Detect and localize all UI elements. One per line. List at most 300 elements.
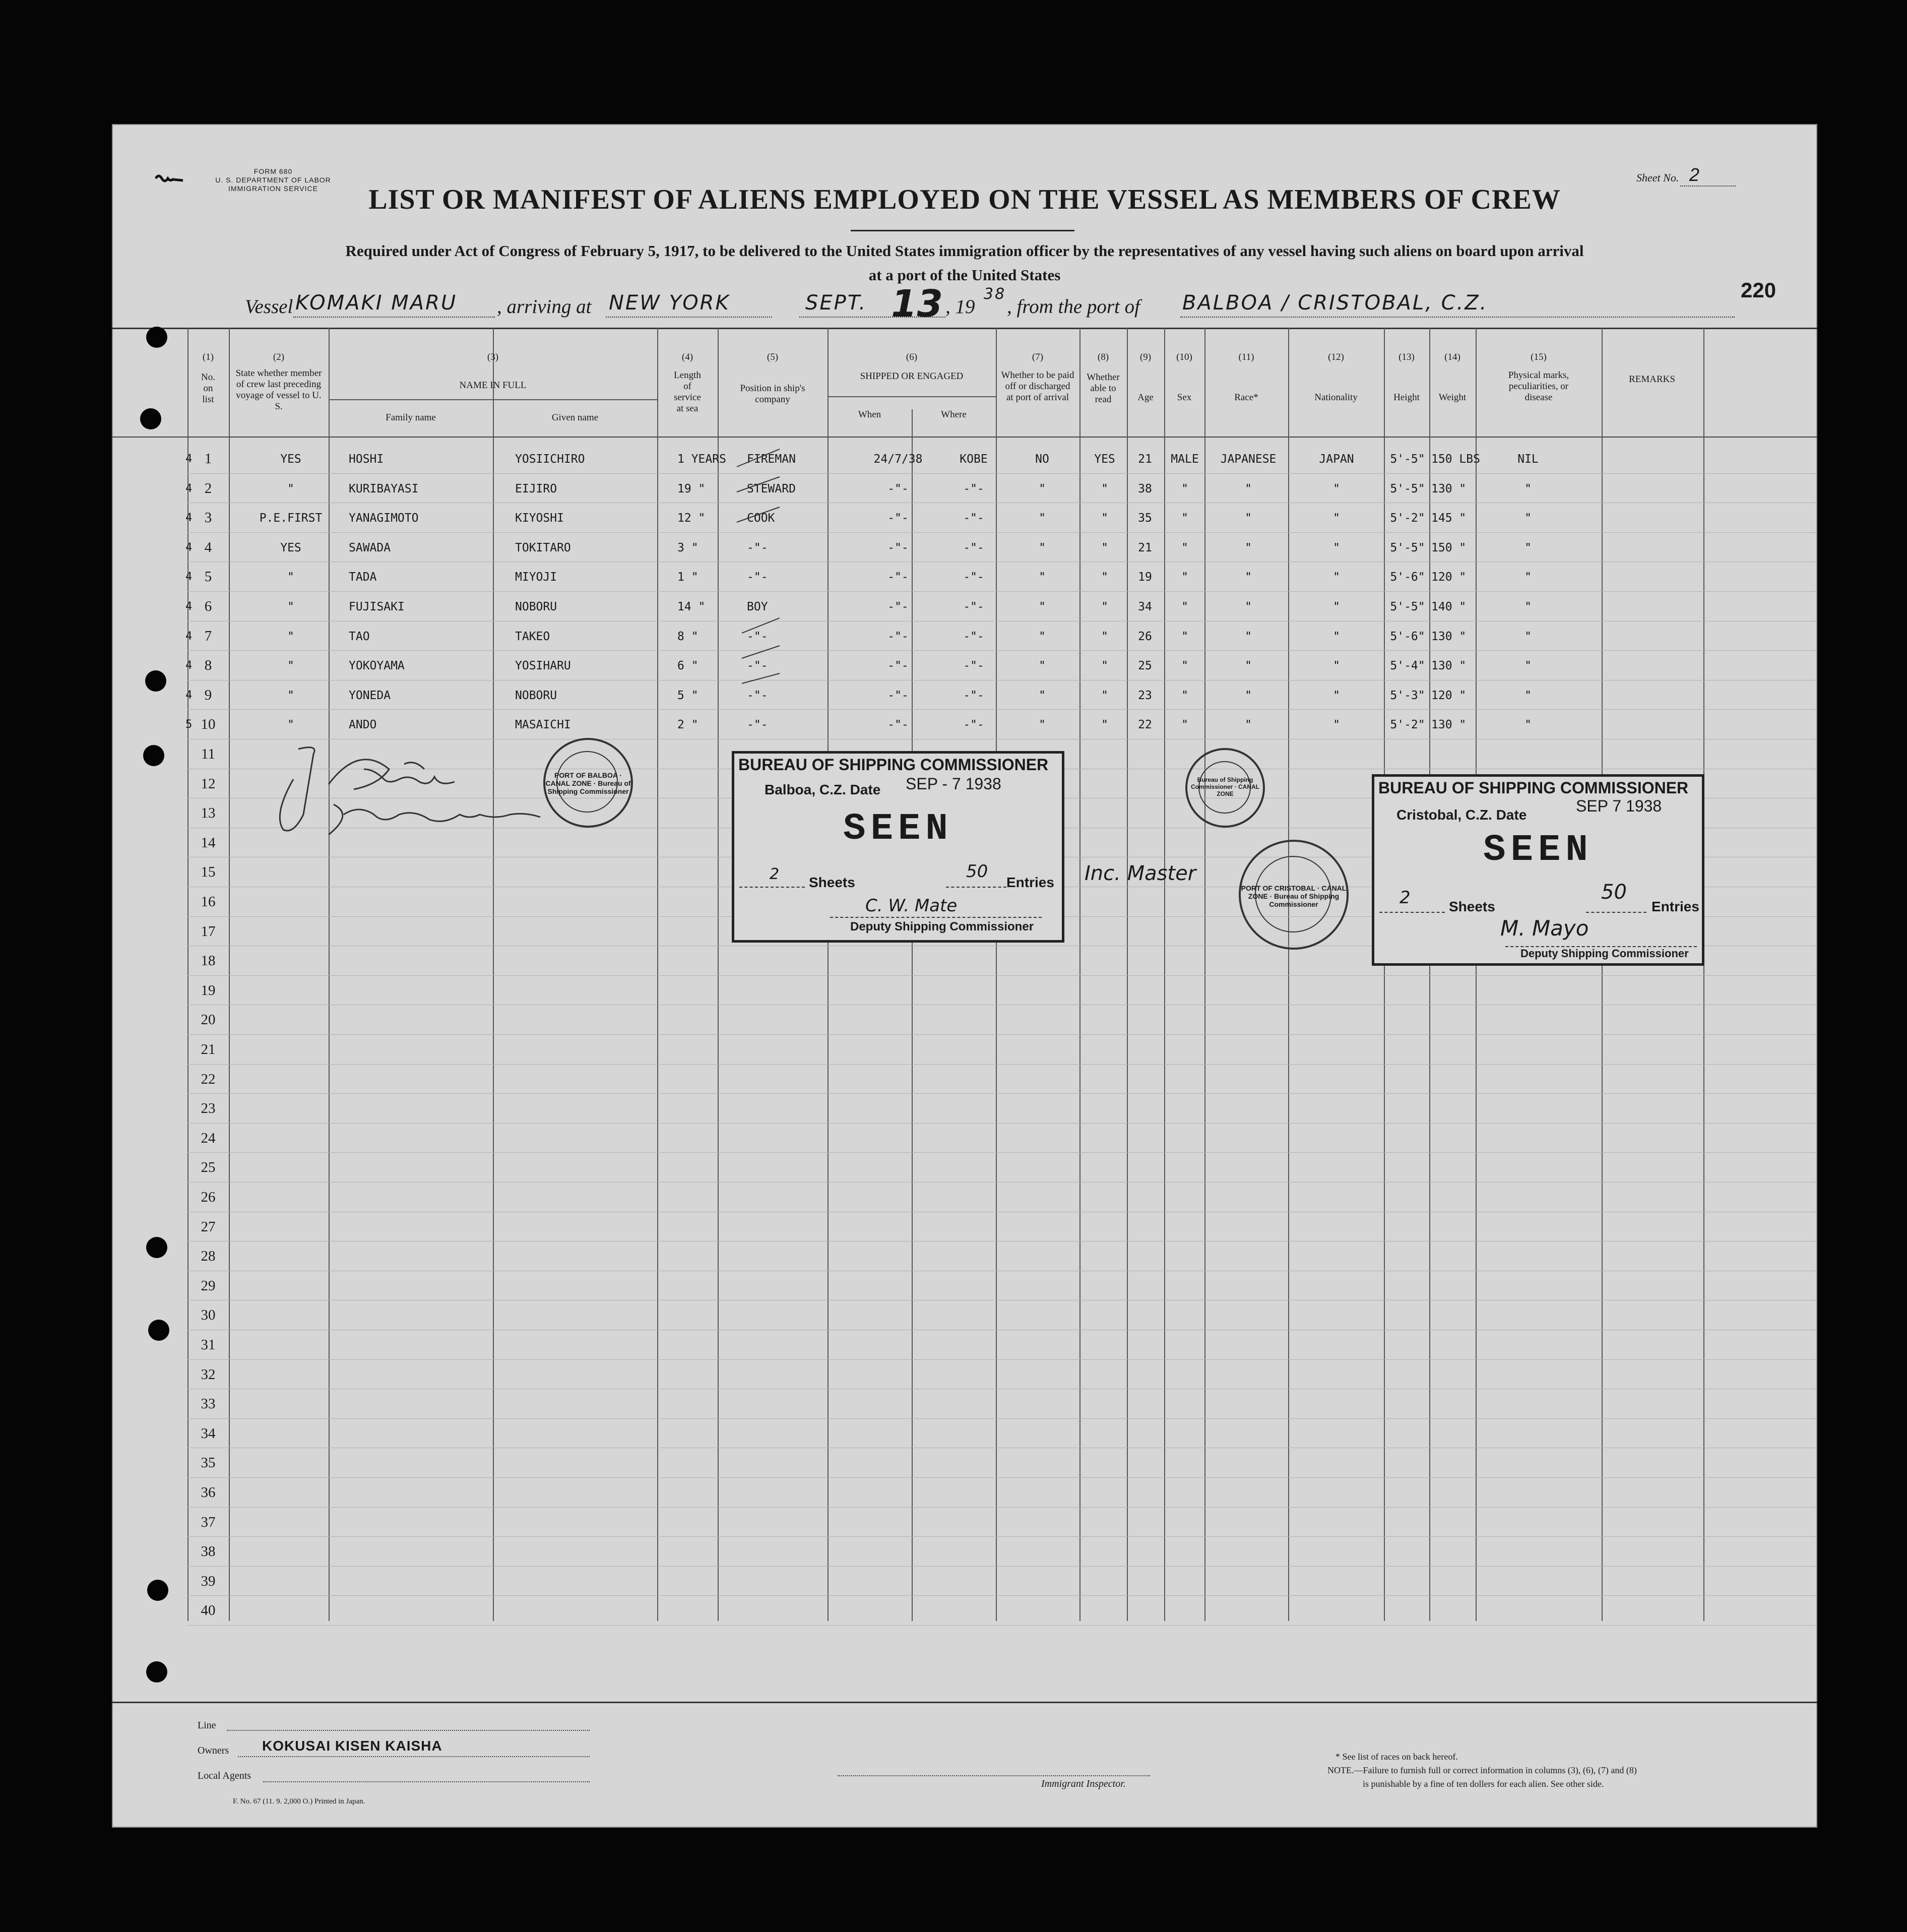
- row-rule: [187, 1064, 1817, 1065]
- crew-service: 3 ": [677, 541, 698, 554]
- crew-given: YOSIICHIRO: [515, 453, 585, 466]
- row-rule: [187, 975, 1817, 976]
- crew-marks: ": [1524, 659, 1532, 673]
- crew-where: -"-: [963, 571, 984, 584]
- crew-read: ": [1101, 512, 1108, 525]
- row-number: 2: [204, 480, 212, 496]
- year-prefix: , 19: [945, 296, 975, 318]
- row-rule: [187, 1566, 1817, 1567]
- crew-family: FUJISAKI: [349, 600, 405, 613]
- crew-height: 5'-6": [1390, 571, 1425, 584]
- inc-master-note: Inc. Master: [1085, 862, 1196, 885]
- crew-prev: YES: [280, 453, 301, 466]
- crew-service: 14 ": [677, 600, 706, 613]
- arriving-port-underline: [606, 317, 772, 318]
- crew-read: ": [1101, 482, 1108, 495]
- col-6-header: [828, 352, 996, 382]
- vessel-label: Vessel: [245, 296, 293, 318]
- cristobal-round-stamp-text: PORT OF CRISTOBAL · CANAL ZONE · Bureau of Shipping Commissioner: [1241, 884, 1347, 908]
- crew-where: -"-: [963, 512, 984, 525]
- balboa-seen-stamp: [732, 751, 1064, 943]
- crew-position: -"-: [747, 571, 768, 584]
- row-number: 31: [201, 1337, 216, 1353]
- crew-read: ": [1101, 571, 1108, 584]
- col-1-number: (1): [202, 352, 214, 362]
- crew-weight: 120 ": [1431, 689, 1467, 702]
- page-number: 220: [1741, 278, 1776, 302]
- crew-family: YANAGIMOTO: [349, 512, 419, 525]
- crew-age: 38: [1138, 482, 1152, 495]
- crew-position: STEWARD: [747, 482, 796, 495]
- col-4-label: Length of service at sea: [674, 370, 701, 414]
- row-number: 3: [204, 510, 212, 526]
- col-9-number: (9): [1139, 352, 1152, 362]
- col-9-label: Age: [1137, 392, 1154, 403]
- row-number: 39: [201, 1573, 216, 1589]
- row-number: 38: [201, 1543, 216, 1560]
- col-1-label: No. on list: [201, 372, 215, 405]
- balboa-stamp-entries-label: Entries: [1006, 875, 1054, 890]
- row-rule: [187, 473, 1817, 474]
- crew-weight: 150 LBS: [1431, 453, 1480, 466]
- row-number: 9: [204, 687, 212, 703]
- column-rule: [828, 328, 829, 1621]
- crew-weight: 130 ": [1431, 659, 1467, 673]
- crew-marks: ": [1524, 482, 1532, 495]
- subtitle-line-1: Required under Act of Congress of February 5, 1917, to be delivered to the United States immigration officer by the representatives of any vessel having such aliens on board upon arrival: [345, 242, 1584, 260]
- crew-read: ": [1101, 659, 1108, 673]
- form-number: FORM 680: [253, 167, 293, 175]
- row-number: 14: [201, 834, 216, 851]
- column-rule: [718, 328, 719, 1621]
- row-rule: [187, 591, 1817, 592]
- crew-family: HOSHI: [349, 453, 384, 466]
- row-rule: [187, 1359, 1817, 1360]
- crew-weight: 130 ": [1431, 630, 1467, 643]
- crew-service: 12 ": [677, 512, 706, 525]
- crew-family: YOKOYAMA: [349, 659, 405, 673]
- row-number: 33: [201, 1396, 216, 1412]
- binder-hole: [145, 670, 166, 692]
- row-number: 21: [201, 1041, 216, 1057]
- balboa-stamp-place: Balboa, C.Z. Date: [765, 782, 881, 797]
- from-port-underline: [1180, 317, 1735, 318]
- col-7-label: Whether to be paid off or discharged at port of arrival: [1001, 370, 1074, 403]
- immigrant-inspector-label: Immigrant Inspector.: [1041, 1778, 1126, 1789]
- balboa-stamp-role: Deputy Shipping Commissioner: [850, 920, 1034, 933]
- crew-height: 5'-5": [1390, 541, 1425, 554]
- col-10-header: [1164, 352, 1204, 403]
- crew-read: ": [1101, 718, 1108, 732]
- crew-where: -"-: [963, 630, 984, 643]
- col-13-number: (13): [1399, 352, 1415, 362]
- crew-race: ": [1245, 689, 1252, 702]
- col-12-label: Nationality: [1314, 392, 1358, 403]
- crew-prev: ": [287, 571, 294, 584]
- sheet-number-label: Sheet No.: [1636, 171, 1679, 184]
- line-label: Line: [198, 1720, 216, 1731]
- header-top-rule: [112, 328, 1817, 329]
- given-name-header: Given name: [551, 412, 599, 423]
- subheader-rule: [329, 399, 657, 400]
- crew-marks: ": [1524, 689, 1532, 702]
- crew-paid-off: ": [1039, 718, 1046, 732]
- crew-weight: 130 ": [1431, 718, 1467, 732]
- crew-weight: 150 ": [1431, 541, 1467, 554]
- column-rule: [1164, 328, 1165, 1621]
- crew-position: -"-: [747, 630, 768, 643]
- binder-hole: [143, 745, 164, 766]
- crew-race: JAPANESE: [1220, 453, 1277, 466]
- arriving-port: NEW YORK: [609, 291, 730, 315]
- row-number: 28: [201, 1248, 216, 1265]
- balboa-stamp-date: SEP - 7 1938: [906, 775, 1001, 793]
- crew-when: -"-: [887, 689, 909, 702]
- crew-family: ANDO: [349, 718, 377, 732]
- row-rule: [187, 1034, 1817, 1035]
- family-name-header: Family name: [386, 412, 436, 423]
- crew-marks: ": [1524, 630, 1532, 643]
- crew-where: -"-: [963, 689, 984, 702]
- col-10-number: (10): [1176, 352, 1192, 362]
- col-4-number: (4): [681, 352, 693, 362]
- row-margin-mark: 4: [185, 453, 193, 465]
- crew-when: 24/7/38: [873, 453, 923, 466]
- crew-nationality: ": [1333, 630, 1340, 643]
- crew-prev: ": [287, 718, 294, 732]
- crew-height: 5'-2": [1390, 718, 1425, 732]
- row-number: 8: [204, 657, 212, 674]
- cristobal-stamp-date: SEP 7 1938: [1576, 797, 1662, 815]
- col-3-number: (3): [487, 352, 499, 362]
- crew-where: KOBE: [960, 453, 988, 466]
- row-rule: [187, 1595, 1817, 1596]
- col-1-header: [187, 352, 229, 405]
- crew-prev: ": [287, 600, 294, 613]
- crew-position: -"-: [747, 689, 768, 702]
- crew-read: ": [1101, 630, 1108, 643]
- row-number: 40: [201, 1602, 216, 1619]
- position-check-marks: [732, 447, 792, 732]
- local-agents-underline: [263, 1781, 590, 1782]
- crew-read: ": [1101, 541, 1108, 554]
- row-rule: [187, 532, 1817, 533]
- cristobal-stamp-signature: M. Mayo: [1500, 916, 1589, 941]
- crew-marks: ": [1524, 718, 1532, 732]
- department-name: U. S. DEPARTMENT OF LABOR: [215, 176, 331, 184]
- col-5-label: Position in ship's company: [740, 383, 805, 405]
- crew-paid-off: ": [1039, 571, 1046, 584]
- crew-sex: ": [1181, 630, 1188, 643]
- crew-nationality: JAPAN: [1319, 453, 1354, 466]
- crew-height: 5'-2": [1390, 512, 1425, 525]
- crew-service: 19 ": [677, 482, 706, 495]
- inspector-signature-line: [838, 1775, 1150, 1776]
- crew-sex: ": [1181, 571, 1188, 584]
- row-number: 26: [201, 1189, 216, 1205]
- col-13-header: [1384, 352, 1429, 403]
- crew-service: 8 ": [677, 630, 698, 643]
- col-10-label: Sex: [1177, 392, 1192, 403]
- crew-paid-off: ": [1039, 600, 1046, 613]
- col-8-number: (8): [1097, 352, 1109, 362]
- row-number: 34: [201, 1425, 216, 1442]
- row-margin-mark: 4: [185, 600, 193, 613]
- cristobal-seen-stamp: [1372, 774, 1704, 966]
- department-seal-mark: [155, 172, 185, 183]
- row-number: 18: [201, 953, 216, 969]
- printer-note: F. No. 67 (11. 9. 2,000 O.) Printed in Japan.: [233, 1797, 365, 1805]
- crew-weight: 145 ": [1431, 512, 1467, 525]
- penalty-note: NOTE.—Failure to furnish full or correct information in columns (3), (6), (7) and (8): [1327, 1765, 1637, 1775]
- crew-read: YES: [1094, 453, 1115, 466]
- footer-notes: [1327, 1750, 1637, 1791]
- col-8-label: Whether able to read: [1087, 372, 1120, 405]
- crew-when: -"-: [887, 571, 909, 584]
- row-number: 6: [204, 598, 212, 614]
- crew-position: COOK: [747, 512, 775, 525]
- row-number: 4: [204, 539, 212, 555]
- cristobal-stamp-header: BUREAU OF SHIPPING COMMISSIONER: [1378, 779, 1689, 797]
- column-rule: [1127, 328, 1128, 1621]
- crew-age: 19: [1138, 571, 1152, 584]
- row-number: 5: [204, 569, 212, 585]
- crew-height: 5'-5": [1390, 482, 1425, 495]
- crew-paid-off: NO: [1035, 453, 1049, 466]
- row-number: 15: [201, 864, 216, 881]
- crew-nationality: ": [1333, 512, 1340, 525]
- port-of-cristobal-round-stamp: [1239, 840, 1349, 950]
- crew-height: 5'-6": [1390, 630, 1425, 643]
- crew-height: 5'-5": [1390, 453, 1425, 466]
- column-rule: [1602, 328, 1603, 1621]
- row-rule: [187, 1625, 1817, 1626]
- crew-marks: ": [1524, 541, 1532, 554]
- column-rule: [1703, 328, 1704, 1621]
- row-number: 16: [201, 894, 216, 910]
- row-margin-mark: 4: [185, 482, 193, 495]
- owners-underline: [238, 1756, 590, 1757]
- crew-when: -"-: [887, 659, 909, 673]
- crew-prev: YES: [280, 541, 301, 554]
- when-header: When: [858, 409, 881, 420]
- col-6-label: SHIPPED OR ENGAGED: [860, 371, 964, 382]
- crew-paid-off: ": [1039, 482, 1046, 495]
- column-rule: [229, 328, 230, 1621]
- row-margin-mark: 4: [185, 541, 193, 554]
- year-suffix: 38: [984, 285, 1006, 303]
- row-number: 24: [201, 1130, 216, 1146]
- row-number: 19: [201, 982, 216, 999]
- crew-given: TAKEO: [515, 630, 550, 643]
- crew-age: 23: [1138, 689, 1152, 702]
- col-2-header: [229, 352, 329, 412]
- col-11-label: Race*: [1234, 392, 1258, 403]
- bureau-round-stamp: [1185, 748, 1265, 828]
- manifest-title: LIST OR MANIFEST OF ALIENS EMPLOYED ON THE VESSEL AS MEMBERS OF CREW: [368, 184, 1561, 215]
- crew-when: -"-: [887, 541, 909, 554]
- row-number: 20: [201, 1012, 216, 1028]
- vessel-name: KOMAKI MARU: [295, 291, 458, 315]
- crew-paid-off: ": [1039, 689, 1046, 702]
- col-4-header: [657, 352, 718, 414]
- vessel-line: [245, 282, 1742, 326]
- crew-paid-off: ": [1039, 659, 1046, 673]
- column-rule: [1288, 328, 1289, 1621]
- penalty-note-cont: is punishable by a fine of ten dollers for each alien. See other side.: [1363, 1779, 1604, 1789]
- crew-prev: P.E.FIRST: [259, 512, 323, 525]
- crew-age: 21: [1138, 541, 1152, 554]
- col-5-header: [718, 352, 828, 405]
- row-margin-mark: 4: [185, 630, 193, 643]
- crew-given: MIYOJI: [515, 571, 557, 584]
- crew-height: 5'-3": [1390, 689, 1425, 702]
- sheet-number-value: 2: [1689, 164, 1700, 185]
- crew-where: -"-: [963, 659, 984, 673]
- crew-given: NOBORU: [515, 600, 557, 613]
- row-number: 23: [201, 1100, 216, 1117]
- crew-when: -"-: [887, 600, 909, 613]
- col-2-label: State whether member of crew last preceding voyage of vessel to U. S.: [235, 368, 322, 412]
- col-7-header: [996, 352, 1079, 403]
- row-number: 10: [201, 716, 216, 733]
- crew-age: 21: [1138, 453, 1152, 466]
- balboa-stamp-sheets-value: 2: [770, 865, 780, 883]
- col-12-header: [1288, 352, 1384, 403]
- crew-race: ": [1245, 541, 1252, 554]
- row-number: 30: [201, 1307, 216, 1324]
- binder-hole: [146, 1237, 167, 1258]
- crew-paid-off: ": [1039, 541, 1046, 554]
- row-number: 22: [201, 1071, 216, 1087]
- footer-rule: [112, 1702, 1817, 1703]
- crew-given: TOKITARO: [515, 541, 571, 554]
- balboa-stamp-header: BUREAU OF SHIPPING COMMISSIONER: [738, 756, 1049, 774]
- crew-nationality: ": [1333, 689, 1340, 702]
- crew-prev: ": [287, 482, 294, 495]
- crew-race: ": [1245, 571, 1252, 584]
- row-number: 12: [201, 775, 216, 792]
- crew-weight: 120 ": [1431, 571, 1467, 584]
- crew-position: -"-: [747, 659, 768, 673]
- cristobal-stamp-seen: SEEN: [1483, 829, 1593, 871]
- crew-race: ": [1245, 482, 1252, 495]
- col-14-label: Weight: [1438, 392, 1467, 403]
- crew-read: ": [1101, 600, 1108, 613]
- crew-height: 5'-5": [1390, 600, 1425, 613]
- col-6-number: (6): [906, 352, 918, 362]
- crew-given: KIYOSHI: [515, 512, 564, 525]
- crew-family: KURIBAYASI: [349, 482, 419, 495]
- crew-height: 5'-4": [1390, 659, 1425, 673]
- column-rule: [1204, 328, 1205, 1621]
- col-9-header: [1127, 352, 1164, 403]
- row-number: 36: [201, 1484, 216, 1501]
- row-margin-mark: 5: [185, 718, 193, 731]
- row-rule: [187, 1418, 1817, 1419]
- crew-family: TADA: [349, 571, 377, 584]
- binder-hole: [148, 1320, 169, 1341]
- crew-weight: 140 ": [1431, 600, 1467, 613]
- subtitle-line-2: at a port of the United States: [868, 266, 1061, 284]
- crew-age: 34: [1138, 600, 1152, 613]
- crew-position: -"-: [747, 541, 768, 554]
- binder-hole: [147, 1580, 168, 1601]
- row-rule: [187, 1507, 1817, 1508]
- arriving-label: , arriving at: [497, 296, 592, 318]
- col-2-number: (2): [273, 352, 285, 362]
- row-rule: [187, 709, 1817, 710]
- column-rule: [493, 328, 494, 1621]
- balboa-stamp-seen: SEEN: [843, 808, 953, 850]
- port-of-balboa-round-stamp: [543, 738, 633, 828]
- crew-sex: ": [1181, 512, 1188, 525]
- crew-service: 1 ": [677, 571, 698, 584]
- crew-sex: ": [1181, 600, 1188, 613]
- crew-sex: ": [1181, 718, 1188, 732]
- crew-service: 5 ": [677, 689, 698, 702]
- crew-race: ": [1245, 512, 1252, 525]
- row-margin-mark: 4: [185, 512, 193, 525]
- row-number: 11: [201, 746, 215, 762]
- col-12-number: (12): [1328, 352, 1344, 362]
- col-8-header: [1079, 352, 1127, 405]
- cristobal-stamp-entries-label: Entries: [1651, 899, 1699, 914]
- crew-where: -"-: [963, 600, 984, 613]
- crew-read: ": [1101, 689, 1108, 702]
- row-number: 29: [201, 1277, 216, 1294]
- races-note: * See list of races on back hereof.: [1336, 1752, 1458, 1762]
- crew-service: 6 ": [677, 659, 698, 673]
- col-5-number: (5): [767, 352, 779, 362]
- crew-prev: ": [287, 659, 294, 673]
- col-15-label: Physical marks, peculiarities, or disease: [1508, 370, 1569, 403]
- crew-given: EIJIRO: [515, 482, 557, 495]
- crew-when: -"-: [887, 482, 909, 495]
- crew-age: 26: [1138, 630, 1152, 643]
- bureau-round-stamp-text: Bureau of Shipping Commissioner · CANAL ZONE: [1190, 776, 1259, 797]
- crew-when: -"-: [887, 630, 909, 643]
- row-number: 27: [201, 1218, 216, 1235]
- cristobal-stamp-role: Deputy Shipping Commissioner: [1520, 947, 1689, 960]
- crew-sex: MALE: [1171, 453, 1199, 466]
- crew-given: YOSIHARU: [515, 659, 571, 673]
- crew-prev: ": [287, 630, 294, 643]
- col-3-header: [329, 352, 657, 391]
- crew-where: -"-: [963, 541, 984, 554]
- crew-sex: ": [1181, 541, 1188, 554]
- col-11-number: (11): [1238, 352, 1254, 362]
- col-14-header: [1429, 352, 1476, 403]
- crew-race: ": [1245, 600, 1252, 613]
- crew-service: 1 YEARS: [677, 453, 726, 466]
- col-3-label: NAME IN FULL: [459, 380, 527, 391]
- crew-family: YONEDA: [349, 689, 391, 702]
- manifest-subtitle: [182, 239, 1747, 287]
- local-agents-label: Local Agents: [198, 1770, 251, 1781]
- crew-nationality: ": [1333, 571, 1340, 584]
- crew-age: 25: [1138, 659, 1152, 673]
- crew-service: 2 ": [677, 718, 698, 732]
- column-rule: [329, 328, 330, 1621]
- crew-race: ": [1245, 630, 1252, 643]
- row-margin-mark: 4: [185, 659, 193, 672]
- col-7-number: (7): [1032, 352, 1044, 362]
- crew-nationality: ": [1333, 659, 1340, 673]
- binder-hole: [140, 408, 161, 429]
- crew-nationality: ": [1333, 541, 1340, 554]
- crew-marks: ": [1524, 571, 1532, 584]
